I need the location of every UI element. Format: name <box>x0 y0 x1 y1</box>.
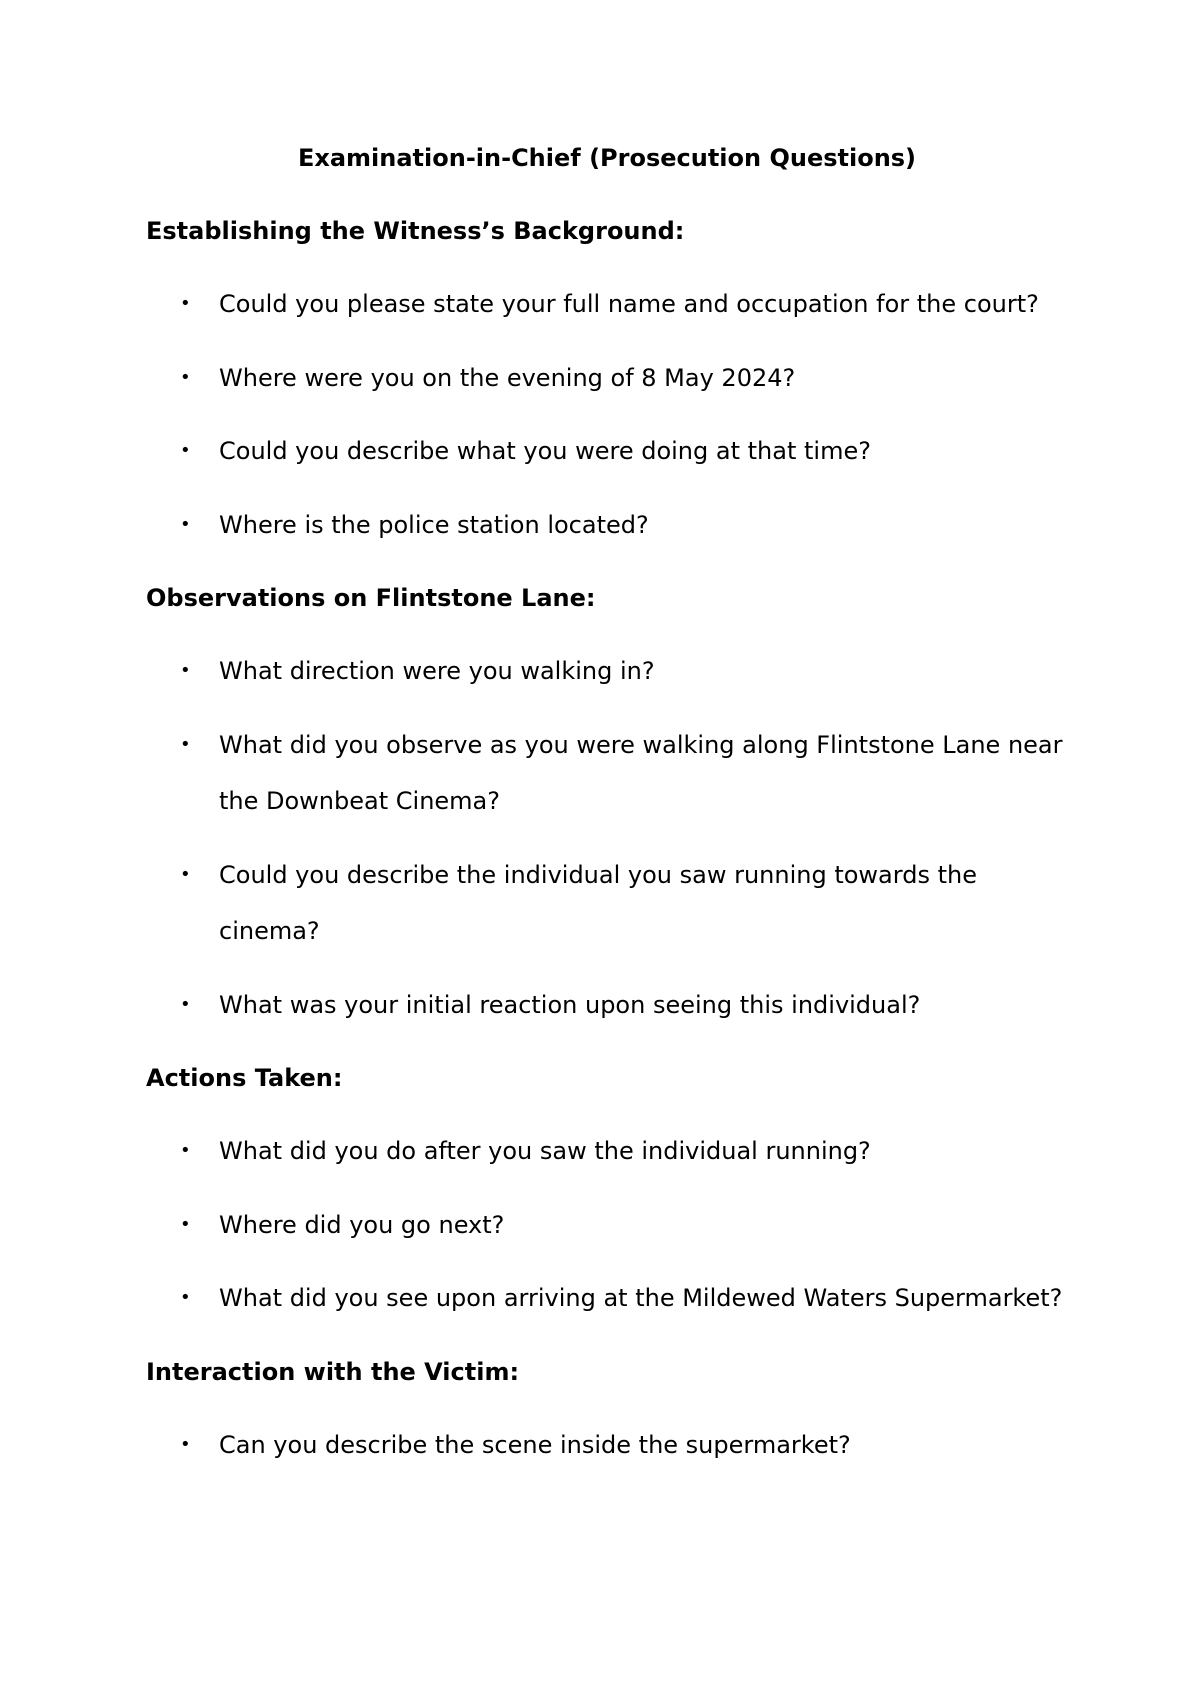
section-witness-background <box>146 216 1066 553</box>
bullet-icon: • <box>180 1433 191 1455</box>
bullet-icon: • <box>180 863 191 885</box>
bullet-icon: • <box>180 1213 191 1235</box>
question-item <box>146 497 1066 554</box>
document-body <box>146 216 1066 1503</box>
question-item <box>146 350 1066 407</box>
question-text: Could you describe what you were doing at that time? <box>219 437 871 465</box>
section-heading: Establishing the Witness’s Background: <box>146 217 685 245</box>
question-text: What direction were you walking in? <box>219 657 655 685</box>
question-item <box>146 717 1066 830</box>
question-item <box>146 1197 1066 1254</box>
question-list <box>146 1417 1066 1474</box>
question-text: Can you describe the scene inside the supermarket? <box>219 1430 851 1459</box>
bullet-icon: • <box>180 293 191 314</box>
section-interaction-victim <box>146 1357 1066 1474</box>
section-heading: Observations on Flintstone Lane: <box>146 584 596 612</box>
question-text: Where is the police station located? <box>219 510 649 539</box>
bullet-icon: • <box>180 733 191 755</box>
bullet-icon: • <box>180 366 191 388</box>
question-item <box>146 1270 1066 1327</box>
bullet-icon: • <box>180 1287 191 1308</box>
question-item <box>146 1123 1066 1180</box>
document-title: Examination-in-Chief (Prosecution Questions) <box>297 144 917 172</box>
section-heading: Actions Taken: <box>146 1064 343 1092</box>
question-text: Could you please state your full name and occupation for the court? <box>219 290 1039 318</box>
question-list <box>146 1123 1066 1327</box>
question-text: What did you see upon arriving at the Mildewed Waters Supermarket? <box>219 1284 1063 1312</box>
section-actions-taken <box>146 1063 1066 1327</box>
question-item <box>146 643 1066 700</box>
question-item <box>146 977 1066 1034</box>
question-item <box>146 423 1066 480</box>
question-list <box>146 643 1066 1033</box>
bullet-icon: • <box>180 660 191 681</box>
bullet-icon: • <box>180 993 191 1015</box>
bullet-icon: • <box>180 1140 191 1161</box>
bullet-icon: • <box>180 513 191 535</box>
section-observations <box>146 583 1066 1033</box>
section-heading: Interaction with the Victim: <box>146 1357 520 1386</box>
question-list <box>146 276 1066 553</box>
question-text: What did you observe as you were walking along Flintstone Lane near the Downbeat Cinema? <box>219 730 1063 815</box>
question-item <box>146 1417 1066 1474</box>
question-text: What was your initial reaction upon seeing this individual? <box>219 990 921 1019</box>
question-item <box>146 276 1066 333</box>
question-text: What did you do after you saw the individual running? <box>219 1137 871 1165</box>
question-text: Could you describe the individual you saw running towards the cinema? <box>219 860 977 945</box>
bullet-icon: • <box>180 440 191 461</box>
question-item <box>146 847 1066 960</box>
question-text: Where were you on the evening of 8 May 2024? <box>219 363 796 392</box>
question-text: Where did you go next? <box>219 1210 505 1239</box>
